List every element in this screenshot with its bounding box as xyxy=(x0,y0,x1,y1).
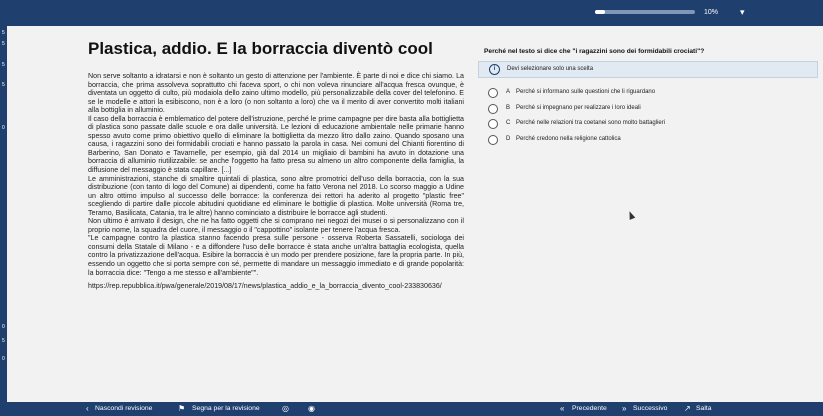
line-number: 0 xyxy=(2,356,5,362)
progress-percent: 10% xyxy=(704,9,719,16)
answer-option-c[interactable] xyxy=(488,119,808,129)
line-number: 5 xyxy=(2,338,5,344)
option-letter: B xyxy=(506,105,511,111)
progress-bar xyxy=(595,10,695,14)
mark-for-review-button[interactable]: Segna per la revisione xyxy=(192,405,260,412)
bottom-nav-bar xyxy=(0,402,823,416)
answer-option-d[interactable] xyxy=(488,135,808,145)
fast-forward-icon: » xyxy=(622,404,627,413)
line-number: 5 xyxy=(2,30,5,36)
passage-paragraph: Non serve soltanto a idratarsi e non è soltanto un gesto di attenzione per l'ambiente. È parte di noi e dice chi siamo. La borraccia, che prima assolveva soprattutto chi faceva sport, o chi non voleva rinunciare all'acqua fresca ovunque, è diventata un oggetto di culto, più modaiola dello zaino ultimo modello, più personalizzabile della cover del telefonino. E se le modelle e attori la esibiscono, non è a loro (o non soltanto a loro) che va il merito di aver convertito molti italiani alla bottiglia in alluminio. xyxy=(88,72,464,115)
rewind-icon: « xyxy=(560,404,565,413)
option-letter: C xyxy=(506,120,511,126)
clock-icon[interactable]: ◎ xyxy=(282,404,289,413)
option-label: Perché credono nella religione cattolica xyxy=(516,136,621,142)
question-text: Perché nel testo si dice che "i ragazzini sono dei formidabili crociati"? xyxy=(484,48,705,55)
option-letter: D xyxy=(506,136,511,142)
line-number: 5 xyxy=(2,62,5,68)
option-letter: A xyxy=(506,89,511,95)
progress-fill xyxy=(595,10,605,14)
skip-button[interactable]: Salta xyxy=(696,405,712,412)
option-label: Perché nelle relazioni tra coetanei sono molto battaglieri xyxy=(516,120,666,126)
line-number: 0 xyxy=(2,125,5,131)
passage-title: Plastica, addio. E la borraccia diventò cool xyxy=(88,39,433,58)
radio-button[interactable] xyxy=(488,135,498,145)
previous-button[interactable]: Precedente xyxy=(572,405,607,412)
chevron-left-icon: ‹ xyxy=(86,404,89,413)
line-number: 5 xyxy=(2,41,5,47)
next-button[interactable]: Successivo xyxy=(633,405,668,412)
top-status-bar xyxy=(0,0,823,26)
selection-notice xyxy=(478,61,818,78)
info-icon: i xyxy=(489,64,500,75)
line-number: 0 xyxy=(2,324,5,330)
flag-icon: ⚑ xyxy=(178,404,186,413)
hide-review-button[interactable]: Nascondi revisione xyxy=(95,405,153,412)
radio-button[interactable] xyxy=(488,119,498,129)
line-number: 5 xyxy=(2,82,5,88)
source-url: https://rep.repubblica.it/pwa/generale/2019/08/17/news/plastica_addio_e_la_borraccia_divento_cool-233830636/ xyxy=(88,282,442,291)
radio-button[interactable] xyxy=(488,88,498,98)
settings-icon[interactable]: ◉ xyxy=(308,404,315,413)
answer-option-b[interactable] xyxy=(488,104,808,114)
notice-text: Devi selezionare solo una scelta xyxy=(507,66,594,72)
wifi-icon: ▾ xyxy=(740,7,745,17)
left-line-strip xyxy=(0,26,7,402)
passage-paragraph: Non ultimo è arrivato il design, che ne ha fatto oggetti che si comprano nei negozi dei musei o si personalizzano con il proprio nome, la squadra del cuore, il messaggio o il "cappottino" isolante per tenere l'acqua fresca. xyxy=(88,217,464,234)
passage-paragraph: Il caso della borraccia è emblematico del potere dell'istruzione, perché le prime campagne per dire basta alla bottiglietta di plastica sono passate dalle scuole e ora dalle università. Le lezioni di educazione ambientale nelle primarie hanno spesso avuto come primo obiettivo quello di eliminare la bottiglietta da mezzo litro dallo zaino. Quando sposano una causa, i ragazzini sono dei formidabili crociati e hanno passato la parola in casa. Nei comuni del Chianti fiorentino di Barberino, San Donato e Tavarnelle, per esempio, già dal 2014 un migliaio di bambini ha avuto in dotazione una borraccia di alluminio riutilizzabile: se anche l'oggetto ha fatto presa su almeno un altro componente della famiglia, la diffusione del messaggio è stata capillare. [...] xyxy=(88,114,464,175)
mouse-cursor-icon xyxy=(627,210,636,220)
passage-body xyxy=(88,72,464,291)
option-label: Perché si informano sulle questioni che li riguardano xyxy=(516,89,656,95)
answer-option-a[interactable] xyxy=(488,88,808,98)
jump-icon: ↗ xyxy=(684,404,691,413)
radio-button[interactable] xyxy=(488,104,498,114)
passage-paragraph: "Le campagne contro la plastica stanno facendo presa sulle persone - osserva Roberta Sassatelli, sociologa dei consumi della Statale di Milano - e a diffondere l'uso delle borracce è stata anche un'altra battaglia ecologista, quella contro la privatizzazione dell'acqua. Esibire la borraccia è un modo per prendere posizione, fare la propria parte. In più, essendo un oggetto che si porta sempre con sé, permette di mandare un messaggio immediato e di grande popolarità: la borraccia dice: "Tengo a me stesso e all'ambiente"". xyxy=(88,234,464,277)
option-label: Perché si impegnano per realizzare i loro ideali xyxy=(516,105,641,111)
passage-paragraph: Le amministrazioni, stanche di smaltire quintali di plastica, sono altre promotrici dell'uso della borraccia, con la sua distribuzione (con tanto di logo del Comune) ai dipendenti, come ha fatto Verona nel 2018. Lo scorso maggio a Udine un altro ottimo impulso al successo delle borracce: la conferenza dei rettori ha aderito al progetto "plastic free" scegliendo di partire dalle piccole abitudini quotidiane ed eliminare le bottiglie di plastica. Molte università (Roma tre, Teramo, Basilicata, Catania, tra le altre) hanno cominciato a distribuire le borracce agli studenti. xyxy=(88,174,464,217)
